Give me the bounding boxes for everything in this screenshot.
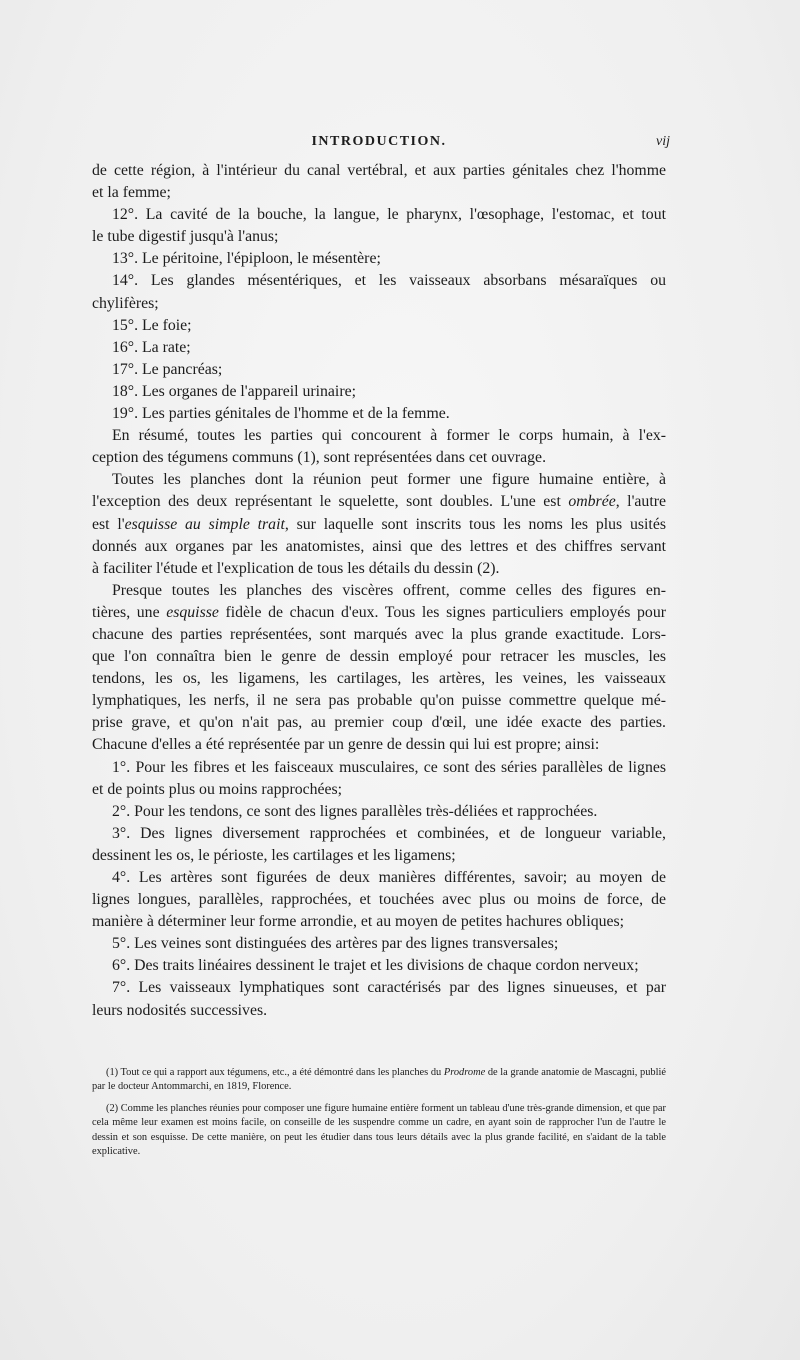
page-number: vij [656, 134, 670, 149]
list-item-14-cont: chylifères; [92, 294, 159, 312]
paragraph-line: à faciliter l'étude et l'explication de tous les détails du dessin (2). [92, 559, 500, 577]
paragraph-line [92, 602, 666, 624]
text-run: fidèle de chacun d'eux. Tous les signes particuliers employés pour [225, 603, 666, 621]
paragraph-line: et la femme; [92, 184, 171, 202]
paragraph-line: Presque toutes les planches des viscères offrent, comme celles des figures en- [112, 581, 666, 599]
list-item-13: 13°. Le péritoine, l'épiploon, le mésentère; [112, 250, 381, 268]
signs-item-7: 7°. Les vaisseaux lymphatiques sont caractérisés par des lignes sinueuses, et par [112, 979, 666, 997]
text-run: est l' [92, 515, 125, 533]
signs-item-7-cont: leurs nodosités successives. [92, 1001, 268, 1019]
list-item-12-cont: le tube digestif jusqu'à l'anus; [92, 228, 279, 246]
signs-item-4-cont: manière à déterminer leur forme arrondie, et au moyen de petites hachures obliques; [92, 913, 625, 931]
footnotes [92, 1066, 666, 1166]
signs-item-1-cont: et de points plus ou moins rapprochées; [92, 780, 343, 798]
list-item-18: 18°. Les organes de l'appareil urinaire; [112, 382, 356, 400]
text-run: tières, une [92, 603, 160, 621]
paragraph-line: ception des tégumens communs (1), sont représentées dans cet ouvrage. [92, 449, 547, 467]
italic-term: esquisse au simple trait [124, 515, 285, 533]
signs-item-1: 1°. Pour les fibres et les faisceaux musculaires, ce sont des séries parallèles de lignes [112, 758, 666, 776]
paragraph-line: que l'on connaîtra bien le genre de dessin employé pour retracer les muscles, les [92, 648, 666, 666]
text-run: , l'autre [615, 493, 666, 511]
signs-item-3-cont: dessinent les os, le périoste, les cartilages et les ligamens; [92, 846, 456, 864]
signs-item-4-cont: lignes longues, parallèles, rapprochées, et touchées avec plus ou moins de force, de [92, 891, 666, 909]
paragraph-line: de cette région, à l'intérieur du canal vertébral, et aux parties génitales chez l'homme [92, 162, 666, 179]
list-item-14: 14°. Les glandes mésentériques, et les vaisseaux absorbans mésaraïques ou [112, 272, 666, 290]
paragraph-line: donnés aux organes par les anatomistes, ainsi que des lettres et des chiffres servant [92, 537, 666, 555]
body-text [92, 160, 666, 1022]
paragraph-line: prise grave, et qu'on n'ait pas, au premier coup d'œil, une idée exacte des parties. [92, 714, 666, 732]
italic-term: ombrée [568, 493, 616, 511]
running-title: INTRODUCTION. [311, 134, 447, 149]
paragraph-line: lymphatiques, les nerfs, il ne sera pas probable qu'on puisse commettre quelque mé- [92, 692, 666, 710]
paragraph-line: Toutes les planches dont la réunion peut former une figure humaine entière, à [112, 471, 666, 489]
text-run: (1) Tout ce qui a rapport aux tégumens, etc., a été démontré dans les planches du [106, 1067, 442, 1078]
paragraph-line [92, 491, 666, 513]
italic-term: esquisse [166, 603, 219, 621]
signs-item-6: 6°. Des traits linéaires dessinent le trajet et les divisions de chaque cordon nerveux; [112, 957, 639, 975]
signs-item-2: 2°. Pour les tendons, ce sont des lignes parallèles très-déliées et rapprochées. [112, 802, 598, 820]
page-header [92, 134, 670, 156]
text-run: l'exception des deux représentant le squelette, sont doubles. L'une est [92, 493, 561, 511]
signs-item-5: 5°. Les veines sont distinguées des artères par des lignes transversales; [112, 935, 559, 953]
paragraph-line: En résumé, toutes les parties qui concourent à former le corps humain, à l'ex- [112, 427, 666, 445]
text-run: de la grande anatomie de Mascagni, publié par le docteur Antommarchi, en 1819, Florence. [92, 1067, 666, 1093]
paragraph-line: tendons, les os, les ligamens, les cartilages, les artères, les veines, les vaisseaux [92, 670, 666, 688]
paragraph-line [92, 514, 666, 536]
list-item-19: 19°. Les parties génitales de l'homme et de la femme. [112, 405, 450, 423]
paragraph-line: Chacune d'elles a été représentée par un genre de dessin qui lui est propre; ainsi: [92, 736, 600, 754]
italic-term: Prodrome [443, 1067, 486, 1078]
signs-item-3: 3°. Des lignes diversement rapprochées et combinées, et de longueur variable, [112, 824, 666, 842]
signs-item-4: 4°. Les artères sont figurées de deux manières différentes, savoir; au moyen de [112, 869, 666, 886]
list-item-12: 12°. La cavité de la bouche, la langue, le pharynx, l'œsophage, l'estomac, et tout [112, 206, 666, 224]
paragraph-line: chacune des parties représentées, sont marqués avec la plus grande exactitude. Lors- [92, 625, 666, 643]
footnote-2: (2) Comme les planches réunies pour composer une figure humaine entière forment un tableau d'une très-grande dimension, et que par cela même leur examen est moins facile, on conseille de les suspendre comme un cadre, en ayant soin de rapprocher l'un de l'autre le dessin et son esquisse. De cette manière, on peut les étudier dans tous leurs détails avec la plus grande facilité, en s'aidant de la table explicative. [92, 1102, 666, 1158]
text-run: , sur laquelle sont inscrits tous les noms les plus usités [284, 515, 666, 533]
list-item-17: 17°. Le pancréas; [112, 360, 223, 378]
footnote-1 [92, 1066, 666, 1095]
list-item-15: 15°. Le foie; [112, 316, 192, 334]
list-item-16: 16°. La rate; [112, 338, 191, 356]
